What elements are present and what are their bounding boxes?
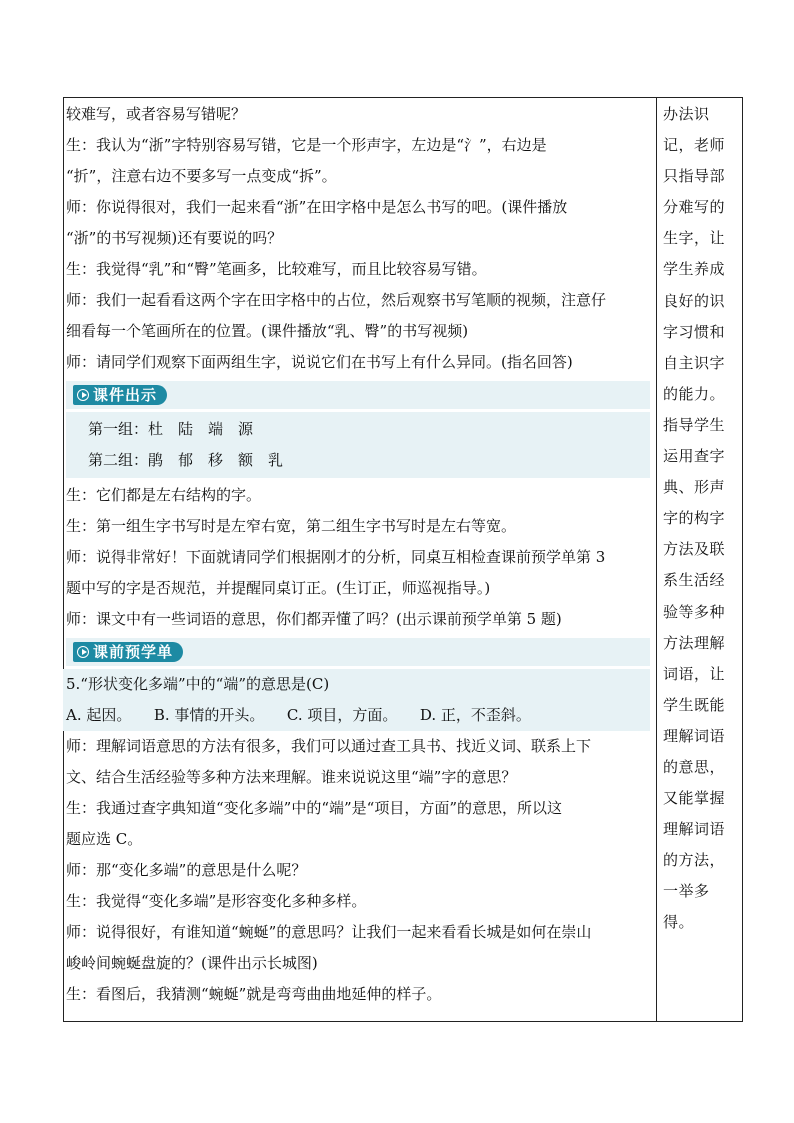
text-line: 师：理解词语意思的方法有很多，我们可以通过查工具书、找近义词、联系上下 [66,737,592,755]
text-line: 师：说得很好，有谁知道“蜿蜒”的意思吗？让我们一起来看看长城是如何在崇山 [66,923,592,941]
note-line: 验等多种 [663,602,726,621]
note-line: 字习惯和 [663,322,726,341]
play-icon [77,646,89,658]
note-line: 自主识字 [663,353,726,372]
question-text: 5.“形状变化多端”中的“端”的意思是(C) [66,675,330,693]
note-line: 理解词语 [663,820,726,839]
text-line: 师：说得非常好！下面就请同学们根据刚才的分析，同桌互相检查课前预学单第 3 [66,548,606,566]
text-line: 师：我们一起看看这两个字在田字格中的占位，然后观察书写笔顺的视频，注意仔 [66,291,607,309]
note-line: 方法及联 [663,540,726,559]
note-line: 词语，让 [663,664,726,683]
note-line: 典、形声 [663,478,726,497]
note-line: 又能掌握 [663,789,726,808]
character-group-1: 第一组：杜 陆 端 源 [88,420,254,438]
text-line: 师：那“变化多端”的意思是什么呢？ [66,861,307,879]
text-line: 生：我通过查字典知道“变化多端”中的“端”是“项目，方面”的意思，所以这 [66,799,563,817]
question-options: A. 起因。 B. 事情的开头。 C. 项目，方面。 D. 正，不歪斜。 [66,706,531,724]
note-line: 记，老师 [663,136,726,155]
note-line: 分难写的 [663,198,726,217]
character-group-2: 第二组：鹃 郁 移 额 乳 [88,451,284,469]
section-header-prestudy [66,638,650,666]
text-line: 师：你说得很对，我们一起来看“浙”在田字格中是怎么书写的吧。(课件播放 [66,198,568,216]
section-label: 课件出示 [93,386,158,404]
note-line: 的方法， [663,851,726,870]
text-line: “折”，注意右边不要多写一点变成“拆”。 [66,167,337,185]
question-box [63,669,650,731]
text-line: 生：我觉得“变化多端”是形容变化多种多样。 [66,892,367,910]
note-line: 一举多 [663,882,710,901]
text-line: 师：请同学们观察下面两组生字，说说它们在书写上有什么异同。(指名回答) [66,353,573,371]
text-line: 生：第一组生字书写时是左窄右宽，第二组生字书写时是左右等宽。 [66,517,517,535]
text-line: 峻岭间蜿蜒盘旋的？(课件出示长城图) [66,954,318,972]
text-line: “浙”的书写视频)还有要说的吗？ [66,229,283,247]
play-icon [77,389,89,401]
note-line: 运用查字 [663,447,726,466]
note-line: 的意思， [663,757,726,776]
note-line: 理解词语 [663,726,726,745]
text-line: 细看每一个笔画所在的位置。(课件播放“乳、臀”的书写视频) [66,322,469,340]
note-line: 办法识 [663,105,710,123]
text-line: 文、结合生活经验等多种方法来理解。谁来说说这里“端”字的意思？ [66,768,517,786]
note-line: 的能力。 [663,384,726,403]
note-line: 学生既能 [663,695,726,714]
note-line: 方法理解 [663,633,726,652]
note-line: 良好的识 [663,291,726,310]
note-line: 系生活经 [663,571,726,590]
text-line: 题中写的字是否规范，并提醒同桌订正。(生订正，师巡视指导。) [66,579,491,597]
text-line: 生：看图后，我猜测“蜿蜒”就是弯弯曲曲地延伸的样子。 [66,985,442,1003]
note-line: 只指导部 [663,167,726,186]
text-line: 生：它们都是左右结构的字。 [66,486,262,504]
note-line: 指导学生 [663,415,726,434]
text-line: 师：课文中有一些词语的意思，你们都弄懂了吗？(出示课前预学单第 5 题) [66,610,562,628]
text-line: 较难写，或者容易写错呢？ [66,105,247,123]
section-label: 课前预学单 [93,643,174,661]
section-header-courseware [66,381,650,409]
text-line: 题应选 C。 [66,830,143,848]
note-line: 得。 [663,913,695,932]
note-line: 生字，让 [663,229,726,248]
note-line: 字的构字 [663,509,726,528]
text-line: 生：我认为“浙”字特别容易写错，它是一个形声字，左边是“氵”，右边是 [66,136,547,154]
note-line: 学生养成 [663,260,726,279]
section-badge [73,385,167,405]
column-divider [656,97,657,1022]
character-groups-box [66,412,650,478]
text-line: 生：我觉得“乳”和“臀”笔画多，比较难写，而且比较容易写错。 [66,260,487,278]
lesson-content [66,99,650,1010]
section-badge [73,642,183,662]
design-notes [663,99,737,939]
